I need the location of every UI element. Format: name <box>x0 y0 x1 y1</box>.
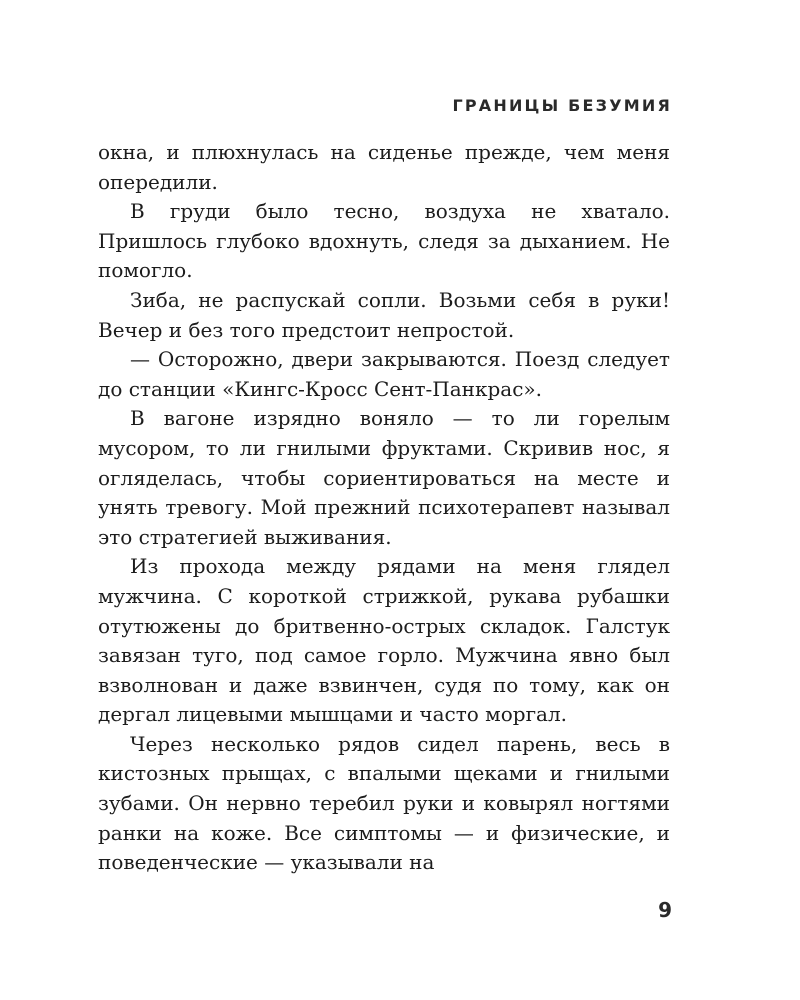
paragraph: Через несколько рядов сидел парень, весь в кистозных прыщах, с впалыми щеками и гнилыми зубами. Он нервно теребил руки и ковырял ногтями ранки на коже. Все симптомы — и физические, и поведенческие — указывали на <box>98 731 670 875</box>
running-header: ГРАНИЦЫ БЕЗУМИЯ <box>452 96 672 115</box>
body-text <box>98 138 670 878</box>
paragraph: Зиба, не распускай сопли. Возьми себя в руки! Вечер и без того предстоит непростой. <box>98 287 670 342</box>
paragraph: Из прохода между рядами на меня глядел мужчина. С короткой стрижкой, рукава рубашки отутюжены до бритвенно-острых складок. Галстук завязан туго, под самое горло. Мужчина явно был взволнован и даже взвинчен, судя по тому, как он дергал лицевыми мышцами и часто моргал. <box>98 554 670 727</box>
paragraph: — Осторожно, двери закрываются. Поезд следует до станции «Кингс-Кросс Сент-Панкрас». <box>98 347 670 401</box>
paragraph: В вагоне изрядно воняло — то ли горелым мусором, то ли гнилыми фруктами. Скривив нос, я огляделась, чтобы сориентироваться на месте и унять тревогу. Мой прежний психотерапевт называл это стратегией выживания. <box>98 406 670 549</box>
paragraph: В груди было тесно, воздуха не хватало. Пришлось глубоко вдохнуть, следя за дыханием. Не помогло. <box>98 199 670 283</box>
paragraph: окна, и плюхнулась на сиденье прежде, чем меня опередили. <box>98 140 670 194</box>
page-number: 9 <box>658 898 672 922</box>
